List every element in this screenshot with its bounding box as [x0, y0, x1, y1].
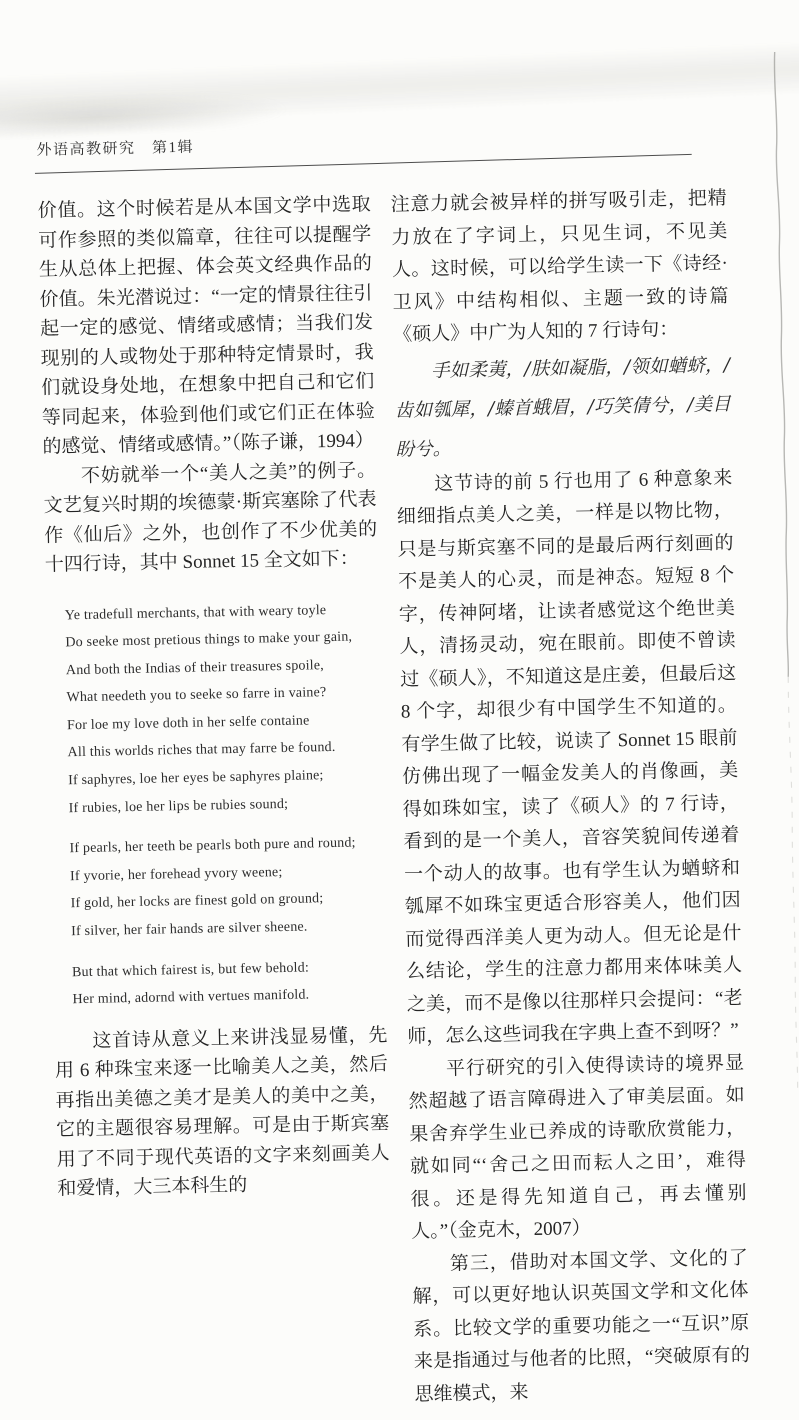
- sonnet-line: Her mind, adornd with vertues manifold.: [72, 987, 310, 1008]
- sonnet-stanza-3: [72, 953, 387, 1014]
- left-column: [37, 190, 390, 1204]
- right-paragraph-parallel-study: 平行研究的引入使得读诗的境界显然超越了语言障碍进入了审美层面。如果舍弃学生业已养成的诗歌欣赏能力，就如同“‘舍己之田而耘人之田’，难得很。还是得先知道自己，再去懂别人。”（金克木，2007）: [408, 1052, 747, 1243]
- sonnet-stanza-1: [65, 596, 383, 823]
- right-paragraph-third-point: 第三，借助对本国文学、文化的了解，可以更好地认识英国文学和文化体系。比较文学的重要功能之一“互识”原来是指通过与他者的比照，“突破原有的思维模式，来: [412, 1247, 751, 1405]
- shuoren-verse-quote: 手如柔荑，/肤如凝脂，/领如蝤蛴，/齿如瓠犀，/螓首蛾眉，/巧笑倩兮，/美目盼兮。: [394, 354, 731, 461]
- sonnet-line: But that which fairest is, but few behold:: [71, 960, 310, 980]
- right-column: [390, 183, 750, 1411]
- sonnet-line: What needeth you to seeke so farre in vaine?: [66, 685, 327, 706]
- sonnet-line: If pearls, her teeth be pearls both pure and round;: [69, 835, 356, 857]
- sonnet-line: Ye tradefull merchants, that with weary toyle: [64, 602, 327, 623]
- sonnet-line: If silver, her fair hands are silver sheene.: [71, 919, 308, 940]
- torn-page-edge-artifact: [757, 47, 799, 1107]
- sonnet-line: If rubies, loe her lips be rubies sound;: [68, 796, 289, 816]
- sonnet-line: All this worlds riches that may farre be found.: [67, 740, 336, 761]
- left-paragraph-continued: 价值。这个时候若是从本国文学中选取可作参照的类似篇章，往往可以提醒学生从总体上把握、体会英文经典作品的价值。朱光潜说过：“一定的情景往往引起一定的感觉、情绪或感情；当我们发现别的人或物处于那种特定情景时，我们就设身处地，在想象中把自己和它们等同起来，体验到他们或它们正在体验的感觉、情绪或感情。”（陈子谦，1994）: [37, 194, 376, 458]
- sonnet-line: If yvorie, her forehead yvory weene;: [69, 864, 283, 885]
- sonnet-line: And both the Indias of their treasures spoile,: [65, 657, 325, 678]
- left-paragraph-analysis: 这首诗从意义上来讲浅显易懂，先用 6 种珠宝来逐一比喻美人之美，然后再指出美德之美才是美人的美中之美，它的主题很容易理解。可是由于斯宾塞用了不同于现代英语的文字来刻画美人和爱情，大三本科生的: [54, 1024, 390, 1200]
- sonnet-stanza-2: [69, 829, 385, 946]
- left-paragraph-example: 不妨就举一个“美人之美”的例子。文艺复兴时期的埃德蒙·斯宾塞除了代表作《仙后》之外，也创作了不少优美的十四行诗，其中 Sonnet 15 全文如下：: [43, 459, 378, 576]
- running-header: 外语高教研究 第1辑: [36, 139, 195, 159]
- sonnet-line: If gold, her locks are finest gold on ground;: [70, 891, 324, 912]
- right-paragraph-comparison: 这节诗的前 5 行也用了 6 种意象来细细指点美人之美，一样是以物比物，只是与斯宾塞不同的是最后两行刻画的不是美人的心灵，而是神态。短短 8 个字，传神阿堵，让读者感觉这个绝世美人，清扬灵动，宛在眼前。即使不曾读过《硕人》，不知道这是庄姜，但最后这 8 个字，却很少有中国学生不知道的。有学生做了比较，说读了 Sonnet 15 眼前仿佛出现了一幅金发美人的肖像画，美得如珠如宝，读了《硕人》的 7 行诗，看到的是一个美人，音容笑貌间传递着一个动人的故事。也有学生认为蝤蛴和瓠犀不如珠宝更适合形容美人，他们因而觉得西洋美人更为动人。但无论是什么结论，学生的注意力都用来体味美人之美，而不是像以往那样只会提问：“老师，怎么这些词我在字典上查不到呀？”: [396, 467, 743, 1048]
- sonnet-15-quote: [46, 596, 387, 1015]
- sonnet-line: If saphyres, loe her eyes be saphyres plaine;: [68, 768, 324, 789]
- sonnet-line: For loe my love doth in her selfe containe: [66, 713, 310, 734]
- right-paragraph-continued: 注意力就会被异样的拼写吸引走，把精力放在了字词上，只见生词，不见美人。这时候，可以给学生读一下《诗经·卫风》中结构相似、主题一致的诗篇《硕人》中广为人知的 7 行诗句：: [390, 187, 729, 346]
- sonnet-line: Do seeke most pretious things to make your gain,: [65, 629, 353, 651]
